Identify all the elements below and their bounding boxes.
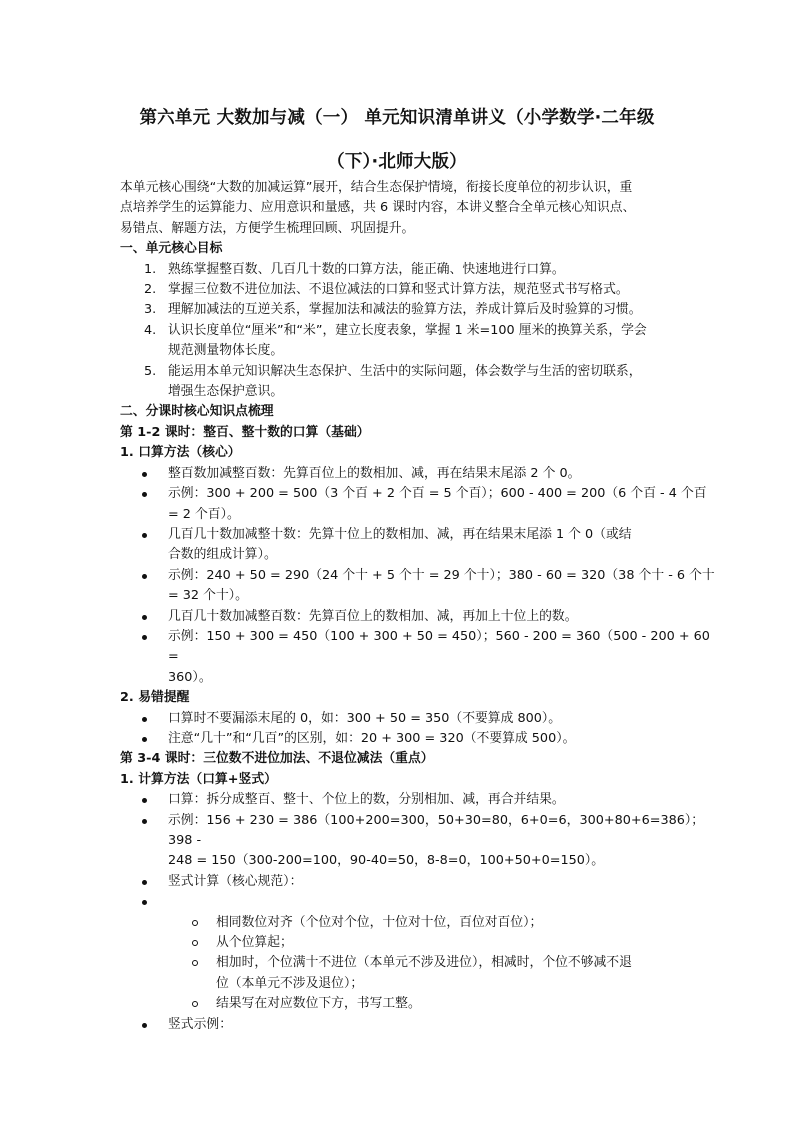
list-item: 示例：240 + 50 = 290（24 个十 + 5 个十 = 29 个十）；380 - 60 = 320（38 个十 - 6 个十 = 32 个十）。 [120, 566, 720, 607]
goal-item: 3. 理解加减法的互逆关系，掌握加法和减法的验算方法，养成计算后及时验算的习惯。 [144, 302, 642, 318]
subheading-oral-method: 1. 口算方法（核心） [120, 445, 241, 461]
bullet-icon [142, 574, 147, 579]
circle-bullet-icon [192, 1001, 198, 1007]
bullet-icon [142, 737, 147, 742]
vertical-rules-list [120, 913, 720, 1015]
bullet-icon [142, 880, 147, 885]
goal-item: 2. 掌握三位数不进位加法、不退位减法的口算和竖式计算方法，规范竖式书写格式。 [144, 282, 629, 298]
bullet-icon [142, 798, 147, 803]
bullet-icon [142, 492, 147, 497]
list-item [120, 892, 720, 912]
mistakes-list [120, 709, 720, 750]
rule-item: 结果写在对应数位下方，书写工整。 [120, 994, 720, 1014]
subheading-calc-method: 1. 计算方法（口算+竖式） [120, 771, 277, 787]
bullet-icon [142, 635, 147, 640]
bullet-icon [142, 615, 147, 620]
bullet-icon [142, 717, 147, 722]
list-item: 口算：拆分成整百、整十、个位上的数，分别相加、减，再合并结果。 [120, 790, 720, 810]
document-body [120, 178, 715, 1035]
lesson-heading-1-2: 第 1-2 课时：整百、整十数的口算（基础） [120, 424, 370, 440]
bullet-icon [142, 533, 147, 538]
oral-method-list [120, 464, 720, 688]
page-title-line1: 第六单元 大数加与减（一） 单元知识清单讲义（小学数学·二年级 [139, 108, 655, 128]
intro-line: 本单元核心围绕“大数的加减运算”展开，结合生态保护情境，衔接长度单位的初步认识，重 [120, 180, 633, 195]
list-item: 竖式示例： [120, 1015, 720, 1035]
goal-item: 5. 能运用本单元知识解决生态保护、生活中的实际问题，体会数学与生活的密切联系， 增强生态保护意识。 [144, 363, 642, 400]
bullet-icon [142, 819, 147, 824]
goal-item: 1. 熟练掌握整百数、几百几十数的口算方法，能正确、快速地进行口算。 [144, 261, 565, 277]
list-item: 示例：150 + 300 = 450（100 + 300 + 50 = 450）；560 - 200 = 360（500 - 200 + 60 = 360）。 [120, 627, 720, 688]
list-item: 几百几十数加减整百数：先算百位上的数相加、减，再加上十位上的数。 [120, 607, 720, 627]
circle-bullet-icon [192, 960, 198, 966]
list-item: 整百数加减整百数：先算百位上的数相加、减，再在结果末尾添 2 个 0。 [120, 464, 720, 484]
bullet-icon [142, 900, 147, 905]
list-item: 几百几十数加减整十数：先算十位上的数相加、减，再在结果末尾添 1 个 0（或结 合数的组成计算）。 [120, 525, 720, 566]
example-list [120, 1015, 720, 1035]
list-item: 竖式计算（核心规范）： [120, 872, 720, 892]
section-heading-goals: 一、单元核心目标 [120, 241, 223, 257]
rule-item: 相加时，个位满十不进位（本单元不涉及进位），相减时，个位不够减不退 位（本单元不涉及退位）； [120, 953, 720, 994]
bullet-icon [142, 1023, 147, 1028]
rule-item: 相同数位对齐（个位对个位，十位对十位，百位对百位）； [120, 913, 720, 933]
circle-bullet-icon [192, 940, 198, 946]
circle-bullet-icon [192, 920, 198, 926]
section-heading-knowledge: 二、分课时核心知识点梳理 [120, 404, 274, 420]
intro-line: 易错点、解题方法，方便学生梳理回顾、巩固提升。 [120, 220, 415, 236]
intro-line: 点培养学生的运算能力、应用意识和量感，共 6 课时内容，本讲义整合全单元核心知识点、 [120, 200, 636, 216]
lesson-heading-3-4: 第 3-4 课时：三位数不进位加法、不退位减法（重点） [120, 751, 434, 767]
goal-item: 4. 认识长度单位“厘米”和“米”，建立长度表象，掌握 1 米=100 厘米的换算关系，学会 规范测量物体长度。 [144, 322, 647, 359]
list-item: 示例：156 + 230 = 386（100+200=300，50+30=80，6+0=6，300+80+6=386）；398 - 248 = 150（300-200=100，90-40=50，8-8=0，100+50+0=150）。 [120, 811, 720, 872]
list-item: 口算时不要漏添末尾的 0，如：300 + 50 = 350（不要算成 800）。 [120, 709, 720, 729]
list-item: 示例：300 + 200 = 500（3 个百 + 2 个百 = 5 个百）；600 - 400 = 200（6 个百 - 4 个百 = 2 个百）。 [120, 484, 720, 525]
list-item: 注意“几十”和“几百”的区别，如：20 + 300 = 320（不要算成 500）。 [120, 729, 720, 749]
calc-method-list [120, 790, 720, 912]
page-title-line2: （下）·北师大版） [327, 152, 467, 172]
rule-item: 从个位算起； [120, 933, 720, 953]
subheading-mistakes: 2. 易错提醒 [120, 690, 190, 706]
bullet-icon [142, 472, 147, 477]
goals-list [120, 260, 680, 403]
